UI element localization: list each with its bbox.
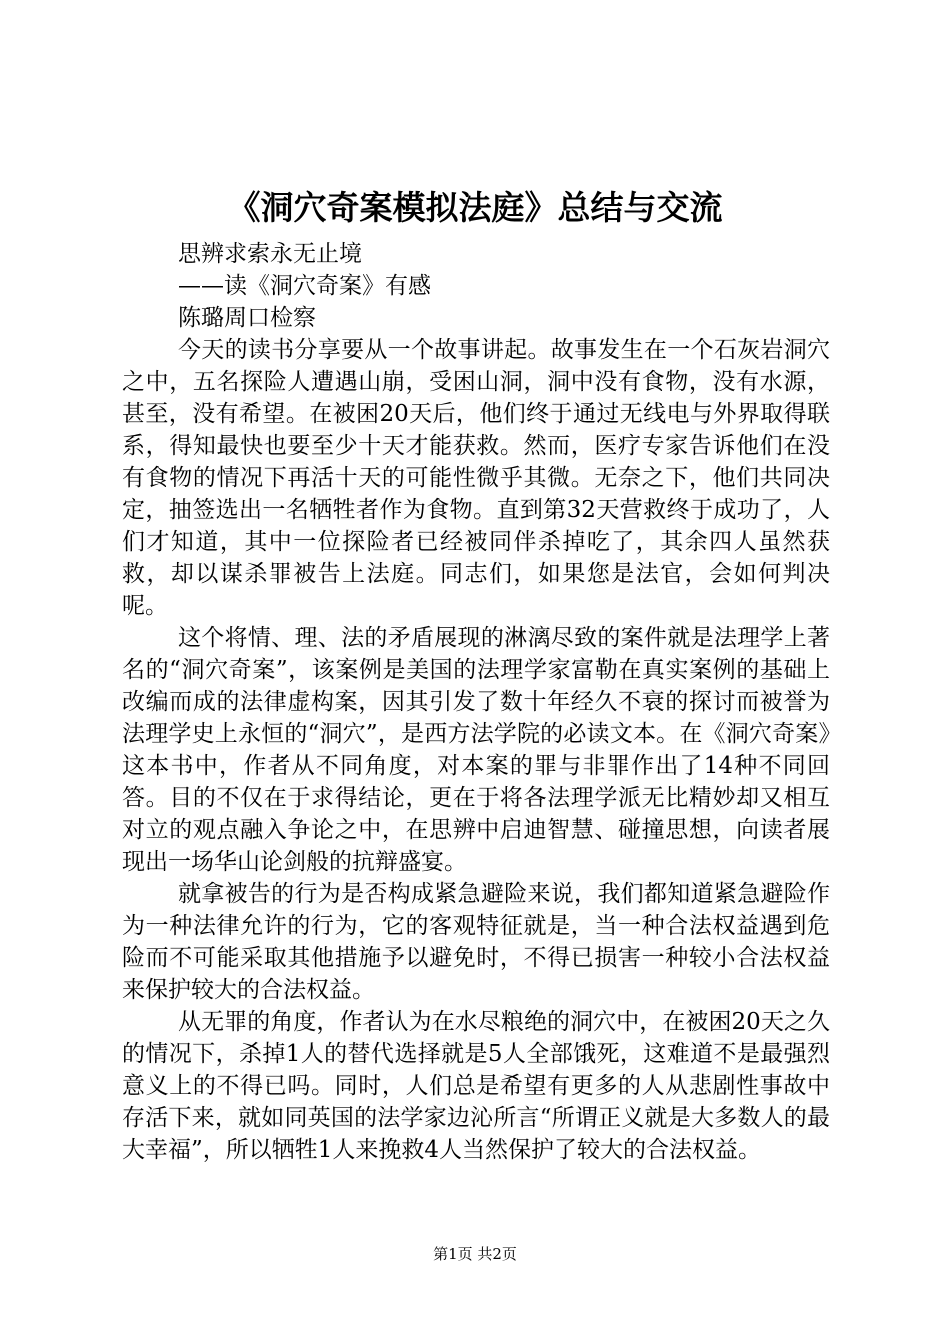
subtitle-line: 思辨求索永无止境 [178,241,362,267]
page-footer: 第1页 共2页 [433,1245,517,1263]
document-body [122,238,830,1166]
author-line: 陈璐周口检察 [178,305,316,331]
paragraph: 就拿被告的行为是否构成紧急避险来说，我们都知道紧急避险作为一种法律允许的行为，它的客观特征就是，当一种合法权益遇到危险而不可能采取其他措施予以避免时，不得已损害一种较小合法权益来保护较大的合法权益。 [122,881,830,1003]
document-title: 《洞穴奇案模拟法庭》总结与交流 [227,188,723,227]
paragraph: 从无罪的角度，作者认为在水尽粮绝的洞穴中，在被困20天之久的情况下，杀掉1人的替代选择就是5人全部饿死，这难道不是最强烈意义上的不得已吗。同时，人们总是希望有更多的人从悲剧性事故中存活下来，就如同英国的法学家边沁所言“所谓正义就是大多数人的最大幸福”，所以牺牲1人来挽救4人当然保护了较大的合法权益。 [122,1009,830,1163]
subtitle-line: ——读《洞穴奇案》有感 [178,273,431,299]
paragraph: 这个将情、理、法的矛盾展现的淋漓尽致的案件就是法理学上著名的“洞穴奇案”，该案例是美国的法理学家富勒在真实案例的基础上改编而成的法律虚构案，因其引发了数十年经久不衰的探讨而被誉为法理学史上永恒的“洞穴”，是西方法学院的必读文本。在《洞穴奇案》这本书中，作者从不同角度，对本案的罪与非罪作出了14种不同回答。目的不仅在于求得结论，更在于将各法理学派无比精妙却又相互对立的观点融入争论之中，在思辨中启迪智慧、碰撞思想，向读者展现出一场华山论剑般的抗辩盛宴。 [122,625,830,875]
paragraph: 今天的读书分享要从一个故事讲起。故事发生在一个石灰岩洞穴之中，五名探险人遭遇山崩，受困山洞，洞中没有食物，没有水源，甚至，没有希望。在被困20天后，他们终于通过无线电与外界取得联系，得知最快也要至少十天才能获救。然而，医疗专家告诉他们在没有食物的情况下再活十天的可能性微乎其微。无奈之下，他们共同决定，抽签选出一名牺牲者作为食物。直到第32天营救终于成功了，人们才知道，其中一位探险者已经被同伴杀掉吃了，其余四人虽然获救，却以谋杀罪被告上法庭。同志们，如果您是法官，会如何判决呢。 [122,337,830,619]
